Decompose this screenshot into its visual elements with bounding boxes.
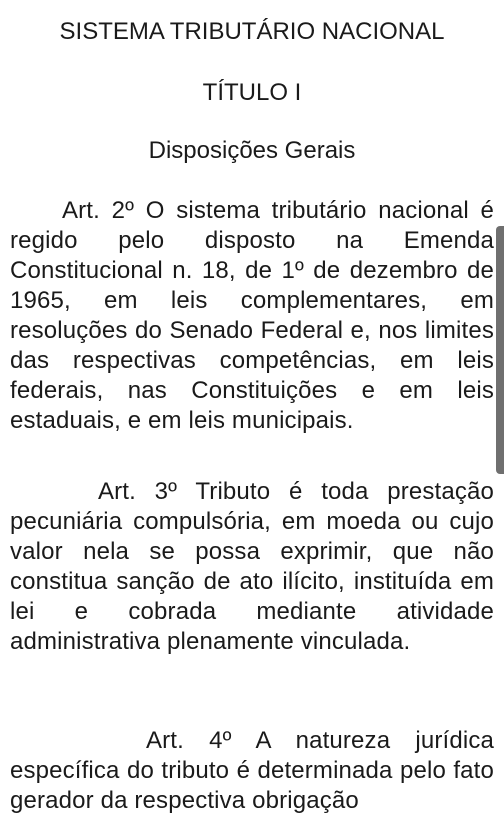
article-2: Art. 2º O sistema tributário nacional é regido pelo disposto na Emenda Constitucional n. 18, de 1º de dezembro de 1965, em leis complementares, em resoluções do Senado Federal e, nos limites das respectivas competências, em leis federais, nas Constituições e em leis estaduais, e em leis municipais. bbox=[10, 197, 494, 434]
article-4: Art. 4º A natureza jurídica específica do tributo é determinada pelo fato gerador da respectiva obrigação bbox=[10, 727, 494, 814]
titulo-heading: TÍTULO I bbox=[202, 79, 302, 106]
section-subtitle: Disposições Gerais bbox=[148, 137, 356, 164]
document-title: SISTEMA TRIBUTÁRIO NACIONAL bbox=[59, 18, 445, 45]
article-3: Art. 3º Tributo é toda prestação pecuniária compulsória, em moeda ou cujo valor nela se possa exprimir, que não constitua sanção de ato ilícito, instituída em lei e cobrada mediante atividade administrativa plenamente vinculada. bbox=[10, 478, 494, 655]
scrollbar-thumb[interactable] bbox=[496, 226, 504, 474]
